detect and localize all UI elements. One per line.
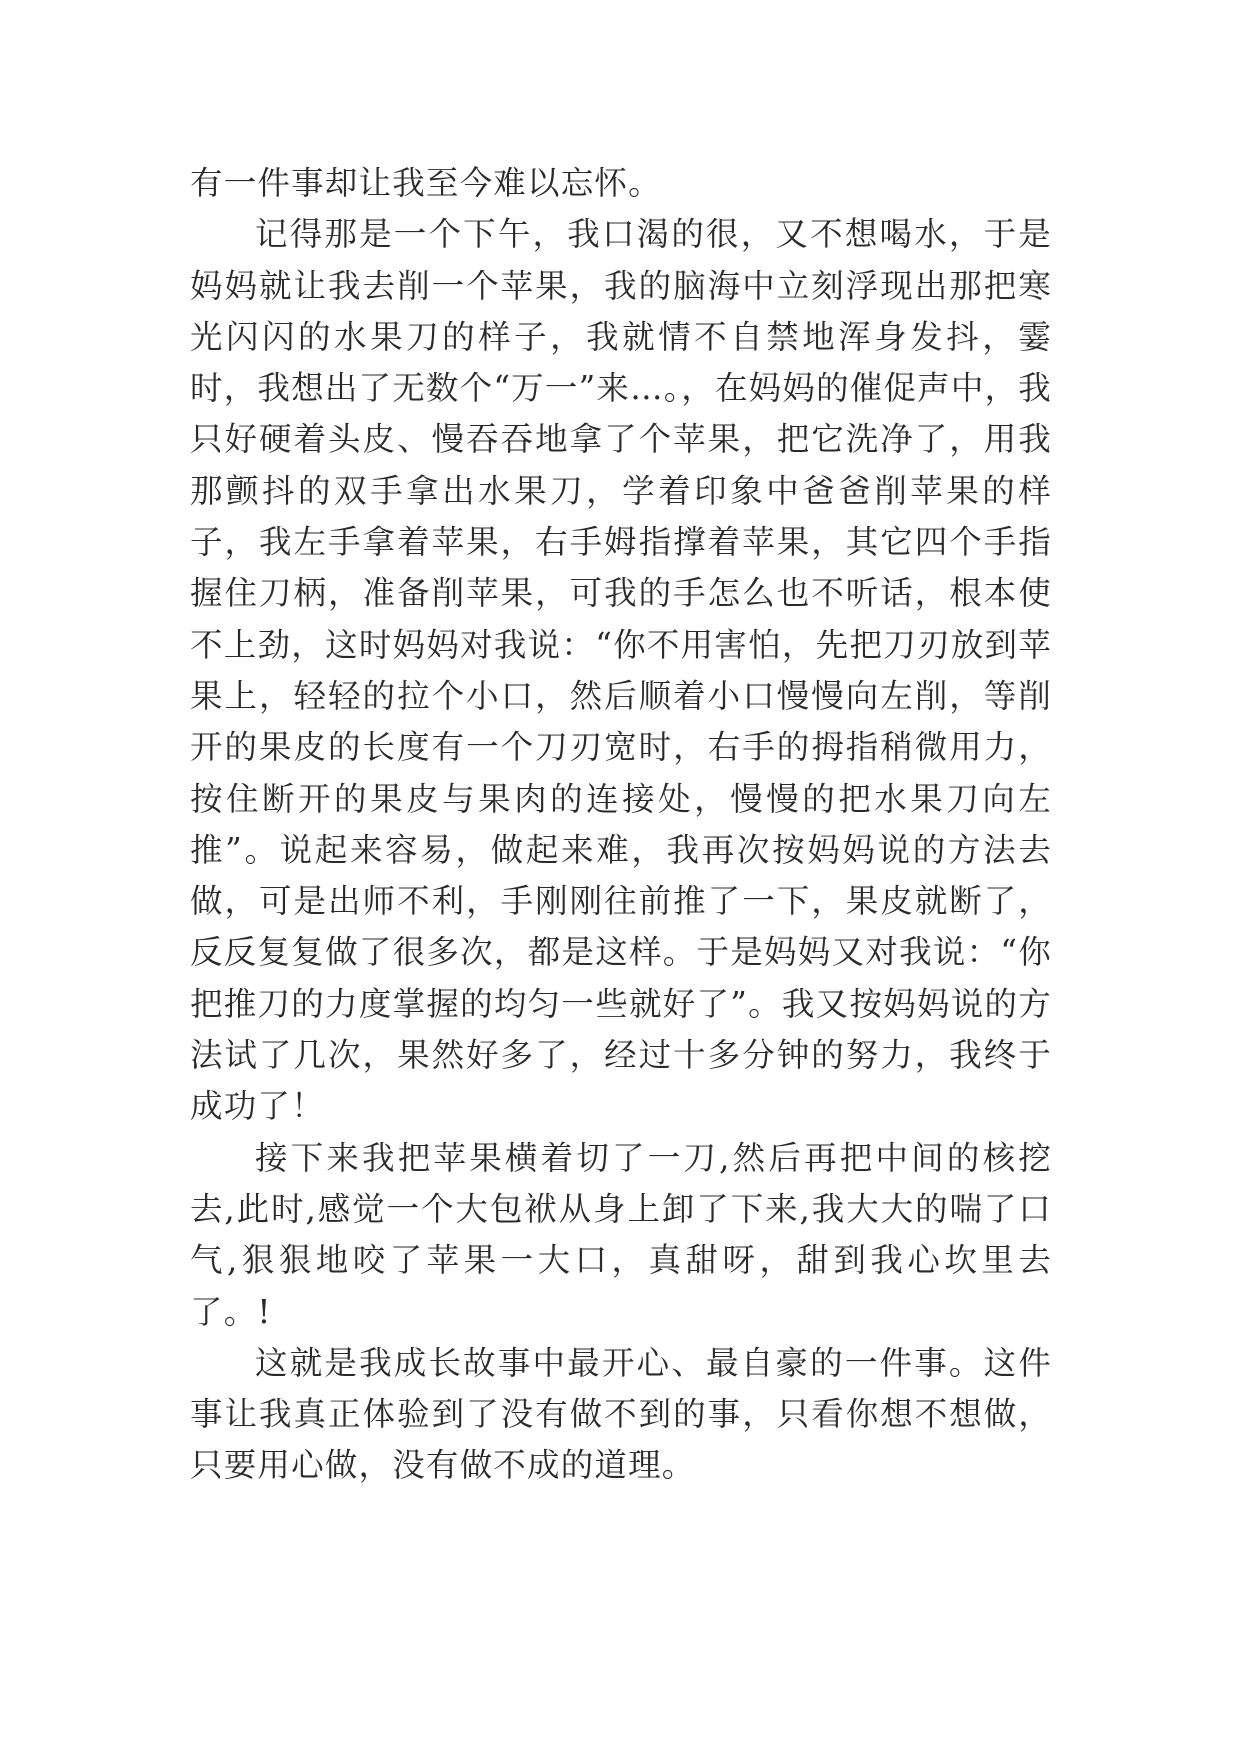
document-body — [190, 158, 1052, 1492]
paragraph-3: 接下来我把苹果横着切了一刀,然后再把中间的核挖去,此时,感觉一个大包袱从身上卸了下来,我大大的喘了口气,狠狠地咬了苹果一大口，真甜呀，甜到我心坎里去了。! — [190, 1138, 1052, 1331]
paragraph-1: 有一件事却让我至今难以忘怀。 — [190, 164, 662, 202]
paragraph-2: 记得那是一个下午，我口渴的很，又不想喝水，于是妈妈就让我去削一个苹果，我的脑海中立刻浮现出那把寒光闪闪的水果刀的样子，我就情不自禁地浑身发抖，霎时，我想出了无数个“万一”来…。，在妈妈的催促声中，我只好硬着头皮、慢吞吞地拿了个苹果，把它洗净了，用我那颤抖的双手拿出水果刀，学着印象中爸爸削苹果的样子，我左手拿着苹果，右手姆指撑着苹果，其它四个手指握住刀柄，准备削苹果，可我的手怎么也不听话，根本使不上劲，这时妈妈对我说：“你不用害怕，先把刀刃放到苹果上，轻轻的拉个小口，然后顺着小口慢慢向左削，等削开的果皮的长度有一个刀刃宽时，右手的拇指稍微用力，按住断开的果皮与果肉的连接处，慢慢的把水果刀向左推”。说起来容易，做起来难，我再次按妈妈说的方法去做，可是出师不利，手刚刚往前推了一下，果皮就断了，反反复复做了很多次，都是这样。于是妈妈又对我说：“你把推刀的力度掌握的均匀一些就好了”。我又按妈妈说的方法试了几次，果然好多了，经过十多分钟的努力，我终于成功了！ — [190, 215, 1052, 1126]
paragraph-4: 这就是我成长故事中最开心、最自豪的一件事。这件事让我真正体验到了没有做不到的事，只看你想不想做，只要用心做，没有做不成的道理。 — [190, 1343, 1052, 1485]
